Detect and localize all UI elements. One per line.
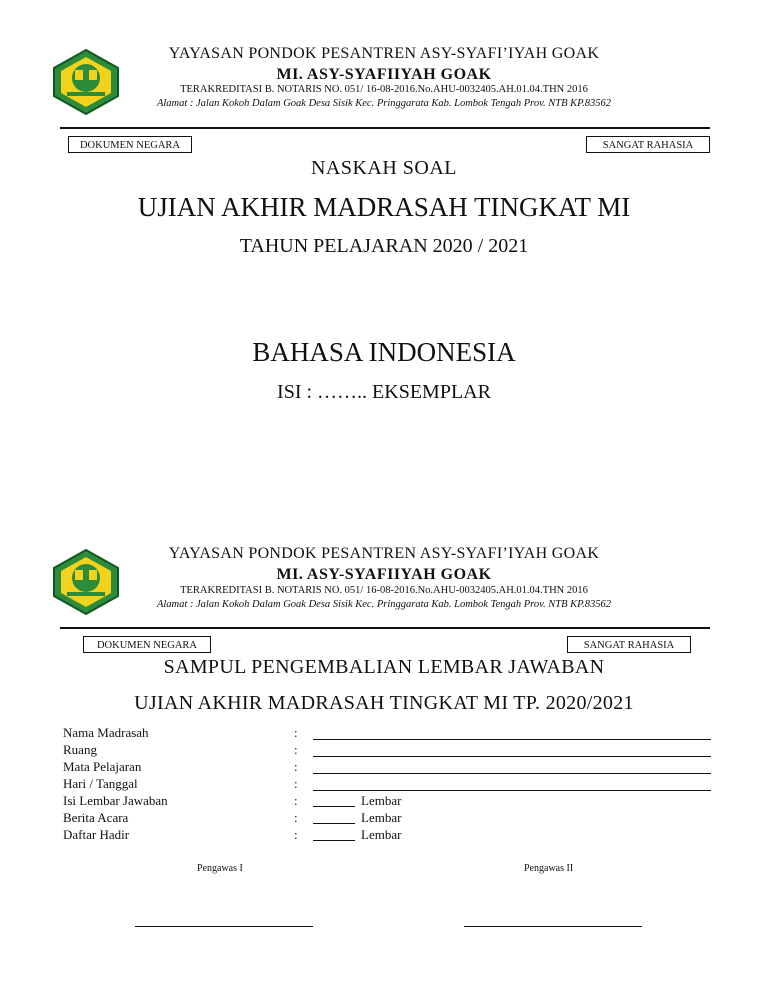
lembar-jawaban-count-line[interactable] — [313, 806, 355, 807]
daftar-hadir-count-line[interactable] — [313, 840, 355, 841]
field-label-daftar-hadir: Daftar Hadir — [63, 827, 130, 842]
field-label-mapel: Mata Pelajaran — [63, 759, 142, 774]
field-label-madrasah: Nama Madrasah — [63, 725, 149, 740]
accreditation-line: TERAKREDITASI B. NOTARIS NO. 051/ 16-08-2016.No.AHU-0032405.AH.01.04.THN 2016 — [180, 585, 588, 596]
mapel-fill-line[interactable] — [313, 773, 711, 774]
field-label-lembar-jawaban: Isi Lembar Jawaban — [63, 793, 168, 808]
field-label-berita-acara: Berita Acara — [63, 810, 129, 825]
secrecy-label: SANGAT RAHASIA — [586, 136, 710, 153]
exam-title: UJIAN AKHIR MADRASAH TINGKAT MI — [137, 192, 631, 222]
address-line: Alamat : Jalan Kokoh Dalam Goak Desa Sisik Kec. Pringgarata Kab. Lombok Tengah Prov. NTB KP.83562 — [156, 98, 612, 109]
envelope-subtitle: UJIAN AKHIR MADRASAH TINGKAT MI TP. 2020/2021 — [134, 692, 634, 714]
field-label-tanggal: Hari / Tanggal — [63, 776, 138, 791]
accreditation-line: TERAKREDITASI B. NOTARIS NO. 051/ 16-08-2016.No.AHU-0032405.AH.01.04.THN 2016 — [180, 84, 588, 95]
foundation-name: YAYASAN PONDOK PESANTREN ASY-SYAFI’IYAH GOAK — [168, 45, 600, 62]
tanggal-fill-line[interactable] — [313, 790, 711, 791]
secrecy-label: SANGAT RAHASIA — [567, 636, 691, 653]
field-colon: : — [294, 810, 298, 825]
document-classification-label: DOKUMEN NEGARA — [83, 636, 211, 653]
naskah-title: NASKAH SOAL — [310, 157, 458, 179]
school-name: MI. ASY-SYAFIIYAH GOAK — [276, 66, 492, 83]
envelope-title: SAMPUL PENGEMBALIAN LEMBAR JAWABAN — [163, 656, 605, 678]
supervisor-2-label: Pengawas II — [524, 863, 574, 874]
document-classification-label: DOKUMEN NEGARA — [68, 136, 192, 153]
address-line: Alamat : Jalan Kokoh Dalam Goak Desa Sisik Kec. Pringgarata Kab. Lombok Tengah Prov. NTB KP.83562 — [156, 599, 612, 610]
berita-acara-count-line[interactable] — [313, 823, 355, 824]
unit-label: Lembar — [361, 793, 402, 808]
field-label-ruang: Ruang — [63, 742, 97, 757]
unit-label: Lembar — [361, 810, 402, 825]
academic-year: TAHUN PELAJARAN 2020 / 2021 — [239, 235, 529, 257]
field-colon: : — [294, 759, 298, 774]
school-name: MI. ASY-SYAFIIYAH GOAK — [276, 566, 492, 583]
field-colon: : — [294, 827, 298, 842]
field-colon: : — [294, 742, 298, 757]
supervisor-1-label: Pengawas I — [197, 863, 243, 874]
header-divider — [60, 627, 710, 629]
copies-count: ISI : …….. EKSEMPLAR — [277, 381, 491, 403]
foundation-name: YAYASAN PONDOK PESANTREN ASY-SYAFI’IYAH GOAK — [168, 545, 600, 562]
field-colon: : — [294, 793, 298, 808]
header-divider — [60, 127, 710, 129]
subject-title: BAHASA INDONESIA — [252, 337, 516, 367]
unit-label: Lembar — [361, 827, 402, 842]
field-colon: : — [294, 776, 298, 791]
ruang-fill-line[interactable] — [313, 756, 711, 757]
madrasah-fill-line[interactable] — [313, 739, 711, 740]
supervisor-2-signature-line[interactable] — [464, 926, 642, 927]
supervisor-1-signature-line[interactable] — [135, 926, 313, 927]
field-colon: : — [294, 725, 298, 740]
